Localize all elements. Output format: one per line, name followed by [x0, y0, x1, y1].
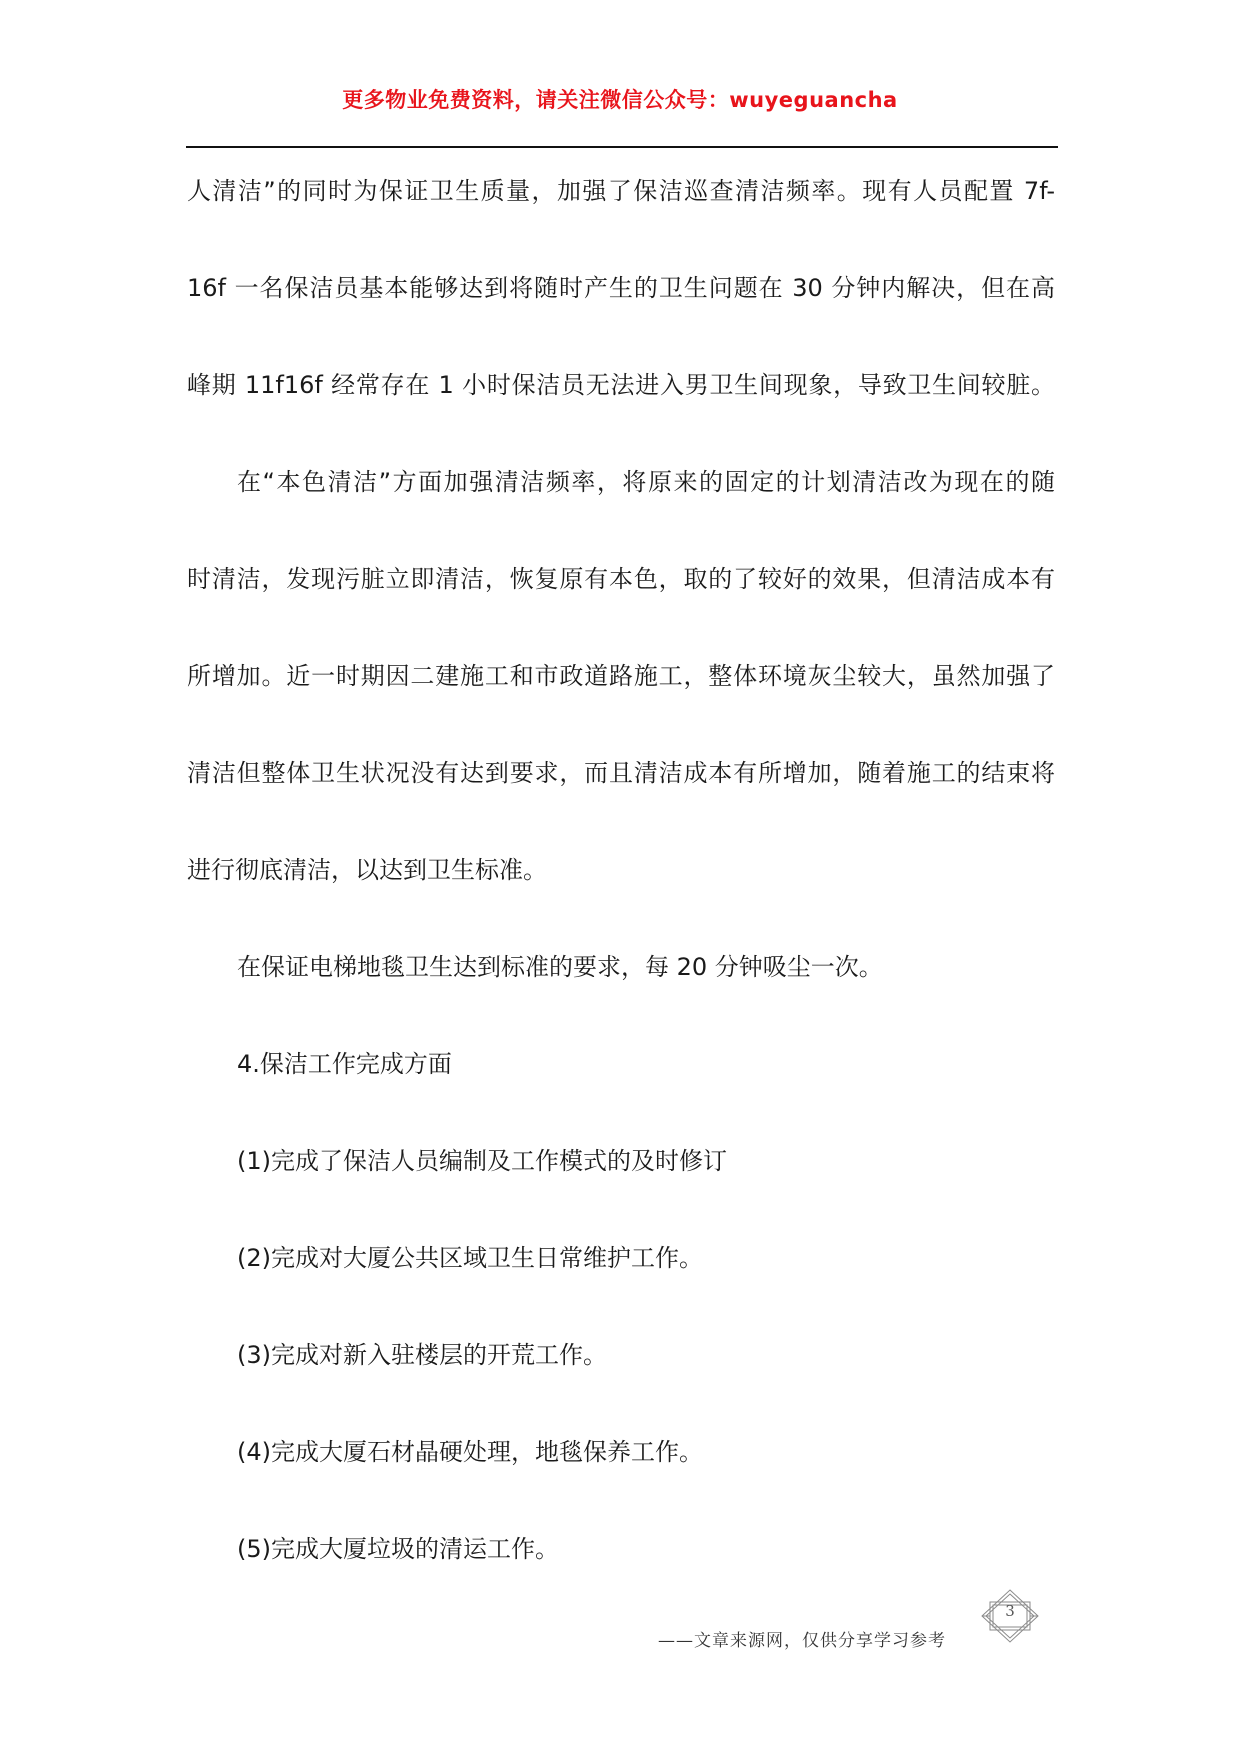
body-line-7: 清洁但整体卫生状况没有达到要求，而且清洁成本有所增加，随着施工的结束将	[187, 759, 1055, 787]
body-line-8: 进行彻底清洁，以达到卫生标准。	[187, 856, 547, 884]
list-item-5: (5)完成大厦垃圾的清运工作。	[237, 1535, 559, 1563]
list-item-4: (4)完成大厦石材晶硬处理，地毯保养工作。	[237, 1438, 703, 1466]
document-body	[187, 176, 1055, 1631]
body-line-4: 在“本色清洁”方面加强清洁频率，将原来的固定的计划清洁改为现在的随	[237, 468, 1055, 496]
body-line-5: 时清洁，发现污脏立即清洁，恢复原有本色，取的了较好的效果，但清洁成本有	[187, 565, 1055, 593]
list-item-3: (3)完成对新入驻楼层的开荒工作。	[237, 1341, 607, 1369]
body-line-1: 人清洁”的同时为保证卫生质量，加强了保洁巡查清洁频率。现有人员配置 7f-	[187, 177, 1055, 205]
body-line-6: 所增加。近一时期因二建施工和市政道路施工，整体环境灰尘较大，虽然加强了	[187, 662, 1055, 690]
list-item-1: (1)完成了保洁人员编制及工作模式的及时修订	[237, 1147, 727, 1175]
page-number: 3	[1005, 1602, 1015, 1620]
section-heading: 4.保洁工作完成方面	[237, 1050, 452, 1078]
header-notice: 更多物业免费资料，请关注微信公众号：wuyeguancha	[342, 88, 898, 112]
body-line-9: 在保证电梯地毯卫生达到标准的要求，每 20 分钟吸尘一次。	[237, 953, 883, 981]
header-divider	[186, 146, 1058, 148]
footer-source-note: ——文章来源网，仅供分享学习参考	[658, 1631, 946, 1651]
list-item-2: (2)完成对大厦公共区域卫生日常维护工作。	[237, 1244, 703, 1272]
body-line-3: 峰期 11f16f 经常存在 1 小时保洁员无法进入男卫生间现象，导致卫生间较脏。	[187, 371, 1055, 399]
page-number-badge	[978, 1588, 1042, 1644]
body-line-2: 16f 一名保洁员基本能够达到将随时产生的卫生问题在 30 分钟内解决，但在高	[187, 274, 1055, 302]
